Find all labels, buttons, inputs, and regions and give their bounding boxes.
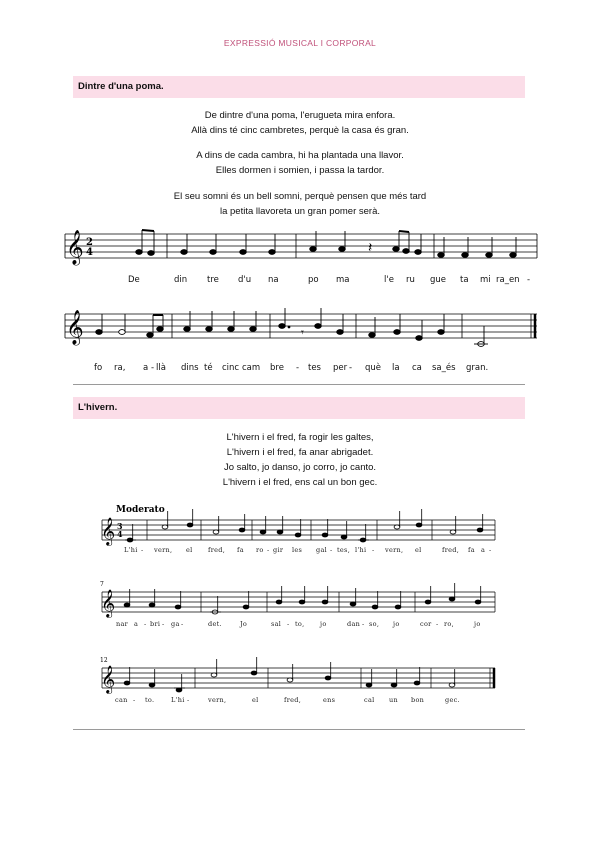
lyric-syllable: dan	[347, 620, 361, 628]
lyric-syllable: to.	[145, 696, 155, 704]
lyric-syllable: el	[415, 546, 422, 554]
lyric-syllable: -	[267, 546, 270, 554]
lyric-syllable: Jo	[240, 620, 248, 628]
lyric-syllable: vern,	[385, 546, 404, 554]
lyric-syllable: tes,	[337, 546, 351, 554]
section-title-bar	[73, 397, 525, 419]
lyric-syllable: -	[162, 620, 165, 628]
lyric-syllable: a	[134, 620, 139, 628]
verse-line: Allà dins té cinc cambretes, perquè la casa és gran.	[191, 125, 409, 136]
stanza-2	[0, 148, 600, 178]
lyric-syllable: -	[330, 546, 333, 554]
lyric-syllable: cal	[364, 696, 375, 704]
lyric-syllable: gal	[316, 546, 328, 554]
lyrics-line-1	[128, 275, 530, 285]
lyric-syllable: -	[349, 363, 353, 373]
lyric-syllable: d'u	[238, 275, 252, 285]
tempo-marking: Moderato	[116, 505, 165, 515]
svg-text:2: 2	[86, 237, 93, 248]
svg-text:𝄽: 𝄽	[368, 240, 373, 256]
lyric-syllable: fo	[94, 363, 103, 373]
treble-clef-icon: 𝄞	[101, 517, 116, 545]
lyric-syllable: gran.	[466, 363, 489, 373]
lyric-syllable: jo	[320, 620, 327, 628]
lyric-syllable: fa	[237, 546, 244, 554]
lyric-syllable: té	[204, 363, 213, 373]
lyric-syllable: ro	[256, 546, 264, 554]
verse-line: L'hivern i el fred, fa anar abrigadet.	[226, 447, 374, 458]
lyric-syllable: un	[389, 696, 398, 704]
lyric-syllable: din	[174, 275, 188, 285]
lyric-syllable: el	[186, 546, 193, 554]
svg-text:𝄾: 𝄾	[301, 326, 304, 339]
svg-text:4: 4	[117, 529, 123, 539]
lyric-syllable: a	[143, 363, 149, 373]
lyric-syllable: dins	[181, 363, 199, 373]
lyric-syllable: De	[128, 275, 140, 285]
measure-number: 7	[100, 581, 104, 588]
music-staff-4	[0, 572, 600, 634]
lyric-syllable: vern,	[154, 546, 173, 554]
lyric-syllable: jo	[393, 620, 400, 628]
lyric-syllable: can	[115, 696, 128, 704]
lyric-syllable: so,	[369, 620, 380, 628]
lyric-syllable: -	[287, 620, 290, 628]
page-header: EXPRESSIÓ MUSICAL I CORPORAL	[223, 38, 377, 48]
lyric-syllable: -	[187, 696, 190, 704]
lyric-syllable: cor	[420, 620, 432, 628]
lyric-syllable: vern,	[208, 696, 227, 704]
verse-line: L'hivern i el fred, fa rogir les galtes,	[226, 432, 374, 443]
lyric-syllable: ca	[412, 363, 422, 373]
lyric-syllable: llà	[156, 363, 166, 373]
lyric-syllable: ta	[460, 275, 469, 285]
divider	[73, 384, 525, 385]
treble-clef-icon: 𝄞	[101, 665, 116, 693]
section-title: Dintre d'una poma.	[78, 81, 164, 92]
verse-line: Elles dormen i somien, i passa la tardor.	[215, 165, 385, 176]
verse-line: A dins de cada cambra, hi ha plantada una llavor.	[196, 150, 404, 161]
lyric-syllable: -	[362, 620, 365, 628]
verse-line: De dintre d'una poma, l'erugueta mira enfora.	[204, 110, 396, 121]
lyric-syllable: -	[436, 620, 439, 628]
stanza-1	[0, 108, 600, 138]
lyric-syllable: cam	[242, 363, 261, 373]
lyric-syllable: sal	[271, 620, 282, 628]
lyric-syllable: ga	[171, 620, 180, 628]
lyric-syllable: què	[365, 363, 382, 373]
svg-text:4: 4	[86, 247, 93, 258]
lyric-syllable: tre	[207, 275, 219, 285]
lyric-syllable: ro,	[444, 620, 454, 628]
lyric-syllable: mi	[480, 275, 491, 285]
lyric-syllable: fred,	[208, 546, 226, 554]
verse-line: L'hivern i el fred, ens cal un bon gec.	[222, 477, 378, 488]
lyrics-hivern-2	[116, 620, 481, 628]
lyric-syllable: la	[392, 363, 400, 373]
lyric-syllable: -	[141, 546, 144, 554]
treble-clef-icon: 𝄞	[101, 589, 116, 617]
section-title: L'hivern.	[78, 402, 118, 413]
svg-text:3: 3	[117, 521, 123, 531]
verse-line: Jo salto, jo danso, jo corro, jo canto.	[223, 462, 377, 473]
notes-hivern-1	[125, 509, 483, 542]
lyric-syllable: -	[372, 546, 375, 554]
lyric-syllable: -	[151, 363, 155, 373]
lyric-syllable: jo	[474, 620, 481, 628]
lyric-syllable: L'hi	[171, 696, 185, 704]
lyric-syllable: per	[333, 363, 348, 373]
lyric-syllable: po	[308, 275, 319, 285]
lyric-syllable: L'hi	[124, 546, 138, 554]
verse-line: El seu somni és un bell somni, perquè pensen que més tard	[173, 191, 427, 202]
stanza-hivern	[0, 430, 600, 490]
treble-clef-icon: 𝄞	[66, 310, 84, 345]
section-title-bar	[73, 76, 525, 98]
music-staff-5	[0, 648, 600, 710]
lyric-syllable: ra,	[114, 363, 126, 373]
lyrics-hivern-1	[124, 546, 492, 554]
lyric-syllable: gec.	[445, 696, 460, 704]
lyric-syllable: a	[481, 546, 486, 554]
lyric-syllable: nar	[116, 620, 129, 628]
lyric-syllable: det.	[208, 620, 222, 628]
music-staff-3	[0, 500, 600, 562]
measure-number: 12	[100, 657, 108, 664]
music-staff-2	[0, 300, 600, 378]
lyric-syllable: -	[527, 275, 531, 285]
lyrics-hivern-3	[115, 696, 460, 704]
lyric-syllable: fred,	[442, 546, 460, 554]
lyric-syllable: sa_és	[432, 363, 456, 373]
lyric-syllable: ma	[336, 275, 350, 285]
lyrics-line-2	[94, 362, 488, 373]
lyric-syllable: tes	[308, 363, 321, 373]
divider	[73, 729, 525, 730]
lyric-syllable: ra_en	[496, 275, 520, 285]
lyric-syllable: -	[144, 620, 147, 628]
lyric-syllable: fred,	[284, 696, 302, 704]
music-staff-1	[0, 220, 600, 290]
stanza-3	[0, 189, 600, 219]
lyric-syllable: el	[252, 696, 259, 704]
lyric-syllable: -	[133, 696, 136, 704]
verse-line: la petita llavoreta un gran pomer serà.	[219, 206, 380, 217]
lyric-syllable: bre	[270, 363, 284, 373]
lyric-syllable: bon	[411, 696, 425, 704]
lyric-syllable: -	[489, 546, 492, 554]
lyric-syllable: l'e	[384, 275, 394, 285]
lyric-syllable: na	[268, 275, 279, 285]
lyric-syllable: l'hi	[355, 546, 367, 554]
lyric-syllable: fa	[468, 546, 475, 554]
lyric-syllable: bri	[150, 620, 161, 628]
lyric-syllable: ens	[323, 696, 336, 704]
lyric-syllable: gue	[430, 275, 447, 285]
lyric-syllable: cinc	[222, 363, 240, 373]
lyric-syllable: gir	[273, 546, 284, 554]
lyric-syllable: to,	[295, 620, 305, 628]
lyric-syllable: -	[181, 620, 184, 628]
notes-hivern-3	[124, 657, 455, 692]
lyric-syllable: -	[296, 363, 300, 373]
lyric-syllable: ru	[406, 275, 415, 285]
treble-clef-icon: 𝄞	[66, 230, 84, 265]
lyric-syllable: les	[292, 546, 303, 554]
notes-hivern-2	[124, 583, 481, 614]
